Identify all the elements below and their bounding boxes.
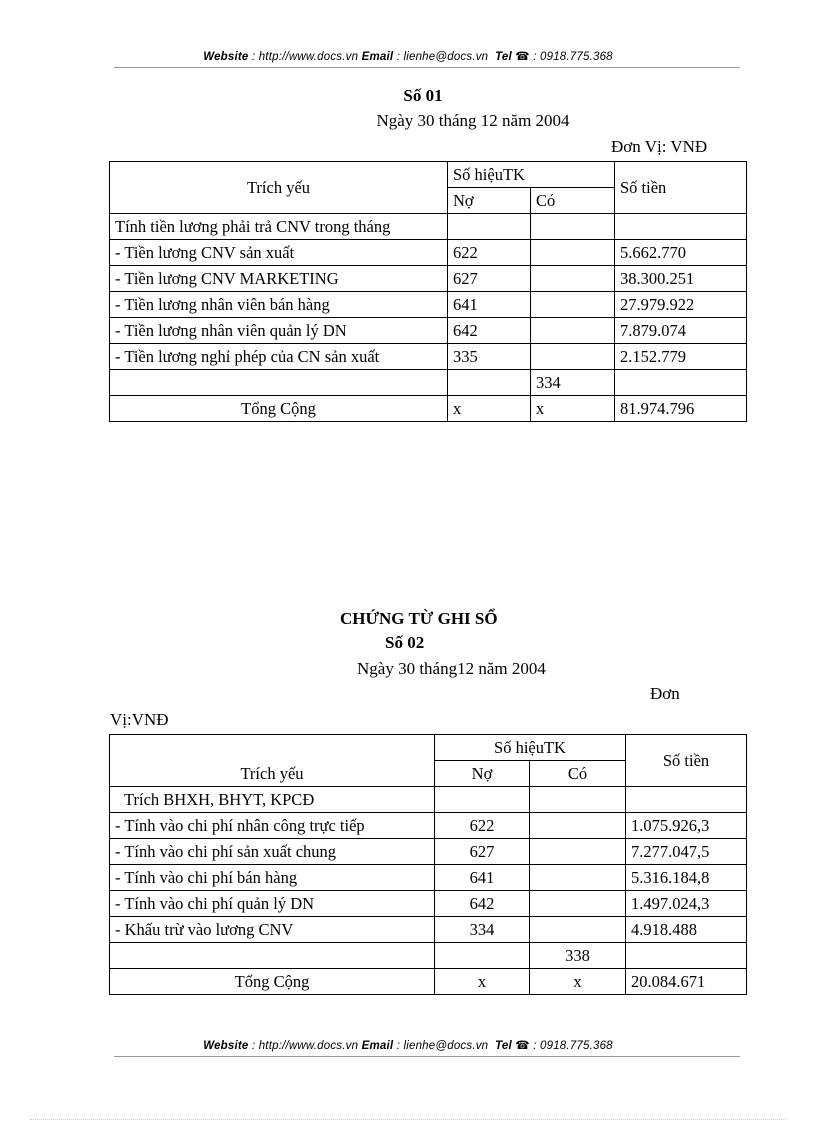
v2-row-credit — [530, 839, 626, 865]
email-label: Email — [361, 51, 394, 63]
v1-row-credit — [531, 292, 615, 318]
v2-row-credit: 338 — [530, 943, 626, 969]
v2-row-amount: 5.316.184,8 — [626, 865, 747, 891]
v2-total-debit: x — [435, 969, 530, 995]
v1-row-credit — [531, 214, 615, 240]
page-bottom-divider — [30, 1119, 786, 1120]
table-row — [110, 214, 747, 240]
v2-col-account: Số hiệuTK — [435, 735, 626, 761]
v2-row-amount: 1.497.024,3 — [626, 891, 747, 917]
website-value[interactable]: : http://www.docs.vn — [251, 51, 359, 63]
table-row — [110, 344, 747, 370]
table-row — [110, 839, 747, 865]
v2-row-summary — [110, 943, 435, 969]
v2-col-debit: Nợ — [435, 761, 530, 787]
website-label: Website — [203, 1040, 249, 1052]
total-row — [110, 969, 747, 995]
table-row — [110, 240, 747, 266]
v2-col-summary: Trích yếu — [110, 735, 435, 787]
v1-col-debit: Nợ — [448, 188, 531, 214]
tel-value: : 0918.775.368 — [533, 1040, 613, 1052]
v2-col-amount: Số tiền — [626, 735, 747, 787]
table-row — [110, 787, 747, 813]
table-row — [110, 370, 747, 396]
v1-col-credit: Có — [531, 188, 615, 214]
tel-label: Tel — [495, 1040, 512, 1052]
v2-row-debit: 334 — [435, 917, 530, 943]
v2-row-debit: 622 — [435, 813, 530, 839]
voucher1-number: Số 01 — [403, 86, 443, 105]
v1-row-debit — [448, 214, 531, 240]
voucher1-table — [109, 161, 747, 422]
email-label: Email — [361, 1040, 394, 1052]
v2-total-amount: 20.084.671 — [626, 969, 747, 995]
voucher2-date: Ngày 30 tháng12 năm 2004 — [357, 659, 546, 678]
v2-row-amount — [626, 787, 747, 813]
voucher2-table — [109, 734, 747, 995]
page-footer — [0, 1038, 816, 1052]
v1-row-amount — [615, 370, 747, 396]
voucher2-number: Số 02 — [385, 633, 425, 652]
v1-row-amount: 5.662.770 — [615, 240, 747, 266]
v1-row-debit: 642 — [448, 318, 531, 344]
phone-icon: ☎ — [515, 51, 530, 63]
table-row — [110, 943, 747, 969]
footer-divider — [114, 1056, 740, 1057]
v2-row-debit: 641 — [435, 865, 530, 891]
v2-row-amount: 1.075.926,3 — [626, 813, 747, 839]
v2-row-summary: - Khấu trừ vào lương CNV — [110, 917, 435, 943]
v1-row-amount — [615, 214, 747, 240]
v2-row-summary: - Tính vào chi phí sản xuất chung — [110, 839, 435, 865]
v1-total-label: Tổng Cộng — [110, 396, 448, 422]
v1-row-summary: - Tiền lương nghỉ phép của CN sản xuất — [110, 344, 448, 370]
table-row — [110, 292, 747, 318]
v2-row-summary: - Tính vào chi phí quản lý DN — [110, 891, 435, 917]
table-row — [110, 266, 747, 292]
table-row — [110, 891, 747, 917]
table-row — [110, 865, 747, 891]
v1-row-debit — [448, 370, 531, 396]
v1-col-account: Số hiệuTK — [448, 162, 615, 188]
v2-row-debit — [435, 943, 530, 969]
voucher2-title: CHỨNG TỪ GHI SỔ — [340, 609, 498, 628]
v2-col-credit: Có — [530, 761, 626, 787]
voucher1-date: Ngày 30 tháng 12 năm 2004 — [376, 111, 570, 130]
v1-row-debit: 622 — [448, 240, 531, 266]
total-row — [110, 396, 747, 422]
v2-row-debit: 627 — [435, 839, 530, 865]
v2-total-label: Tổng Cộng — [110, 969, 435, 995]
v1-row-summary: - Tiền lương nhân viên bán hàng — [110, 292, 448, 318]
table-row — [110, 318, 747, 344]
header-divider — [114, 67, 740, 68]
v1-col-summary: Trích yếu — [110, 162, 448, 214]
v1-total-amount: 81.974.796 — [615, 396, 747, 422]
phone-icon: ☎ — [515, 1040, 530, 1052]
v2-row-debit: 642 — [435, 891, 530, 917]
website-label: Website — [203, 51, 249, 63]
voucher1-unit: Đơn Vị: VNĐ — [611, 137, 708, 156]
v1-row-summary: - Tiền lương CNV MARKETING — [110, 266, 448, 292]
v1-row-amount: 7.879.074 — [615, 318, 747, 344]
v1-total-credit: x — [531, 396, 615, 422]
v2-row-amount: 7.277.047,5 — [626, 839, 747, 865]
page-header — [0, 49, 816, 63]
v2-total-credit: x — [530, 969, 626, 995]
voucher2-unit-part2: Vị:VNĐ — [110, 710, 169, 729]
v2-row-amount: 4.918.488 — [626, 917, 747, 943]
email-value[interactable]: : lienhe@docs.vn — [396, 1040, 489, 1052]
v1-row-amount: 27.979.922 — [615, 292, 747, 318]
v1-row-summary — [110, 370, 448, 396]
v2-row-summary: Trích BHXH, BHYT, KPCĐ — [110, 787, 435, 813]
table-row — [110, 917, 747, 943]
v1-row-amount: 2.152.779 — [615, 344, 747, 370]
v2-row-credit — [530, 813, 626, 839]
v2-row-summary: - Tính vào chi phí nhân công trực tiếp — [110, 813, 435, 839]
v1-row-debit: 627 — [448, 266, 531, 292]
v1-row-credit — [531, 240, 615, 266]
table-row — [110, 813, 747, 839]
v2-row-credit — [530, 787, 626, 813]
v2-row-amount — [626, 943, 747, 969]
v1-row-credit — [531, 318, 615, 344]
email-value[interactable]: : lienhe@docs.vn — [396, 51, 489, 63]
v2-row-debit — [435, 787, 530, 813]
v1-row-amount: 38.300.251 — [615, 266, 747, 292]
v1-row-debit: 335 — [448, 344, 531, 370]
v1-row-credit: 334 — [531, 370, 615, 396]
v1-row-summary: - Tiền lương CNV sản xuất — [110, 240, 448, 266]
tel-value: : 0918.775.368 — [533, 51, 613, 63]
v1-row-credit — [531, 344, 615, 370]
v1-row-debit: 641 — [448, 292, 531, 318]
v2-row-credit — [530, 917, 626, 943]
website-value[interactable]: : http://www.docs.vn — [251, 1040, 359, 1052]
voucher2-unit-part1: Đơn — [650, 684, 680, 703]
v1-col-amount: Số tiền — [615, 162, 747, 214]
tel-label: Tel — [495, 51, 512, 63]
v1-row-summary: - Tiền lương nhân viên quản lý DN — [110, 318, 448, 344]
v1-total-debit: x — [448, 396, 531, 422]
v1-row-credit — [531, 266, 615, 292]
v2-row-credit — [530, 865, 626, 891]
v1-row-summary: Tính tiền lương phải trả CNV trong tháng — [110, 214, 448, 240]
v2-row-summary: - Tính vào chi phí bán hàng — [110, 865, 435, 891]
v2-row-credit — [530, 891, 626, 917]
